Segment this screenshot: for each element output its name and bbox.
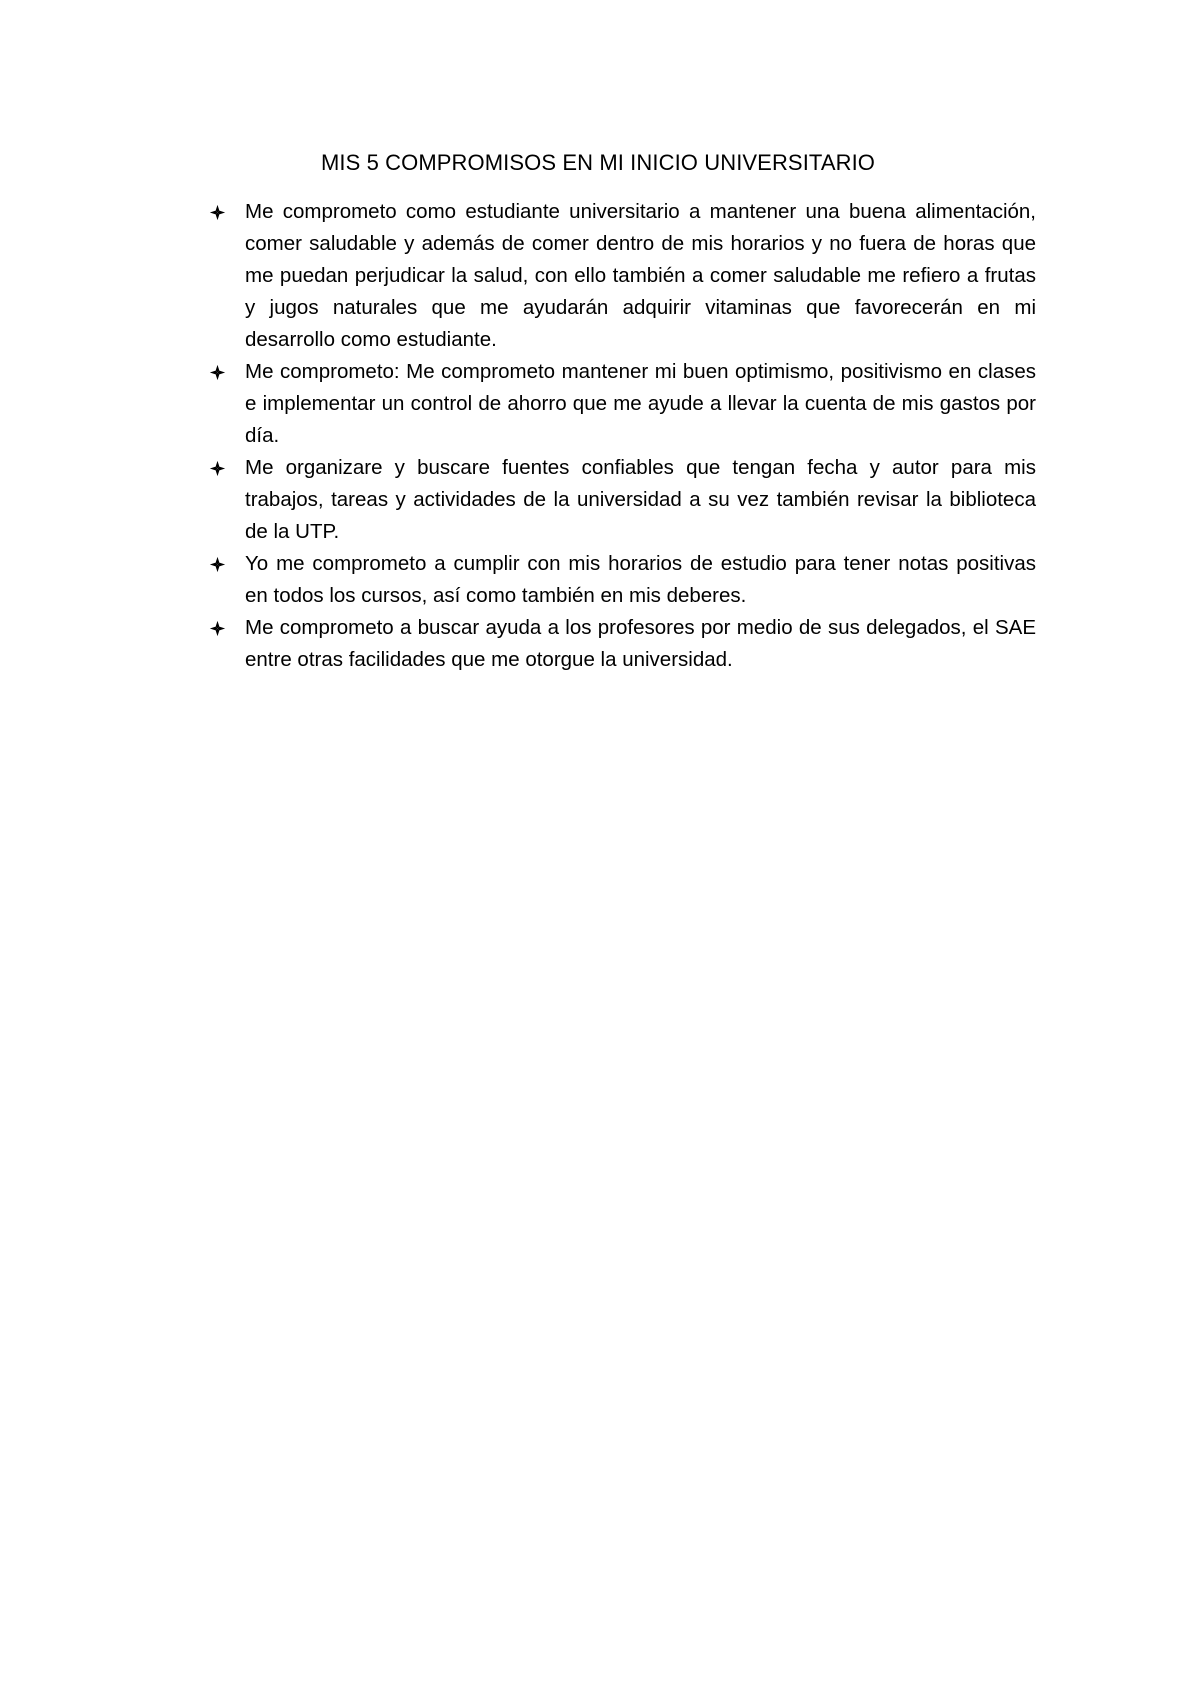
diamond-bullet-icon <box>209 460 226 477</box>
document-title <box>0 148 1200 178</box>
list-item <box>209 452 1036 548</box>
list-item-text: Yo me comprometo a cumplir con mis horarios de estudio para tener notas positivas en todos los cursos, así como también en mis deberes. <box>245 552 1036 607</box>
list-item-text: Me comprometo a buscar ayuda a los profesores por medio de sus delegados, el SAE entre otras facilidades que me otorgue la universidad. <box>245 616 1036 671</box>
commitments-list <box>209 196 1036 676</box>
list-item <box>209 548 1036 612</box>
diamond-bullet-icon <box>209 556 226 573</box>
list-item <box>209 612 1036 676</box>
list-item-text: Me comprometo como estudiante universitario a mantener una buena alimentación, comer saludable y además de comer dentro de mis horarios y no fuera de horas que me puedan perjudicar la salud, con ello también a comer saludable me refiero a frutas y jugos naturales que me ayudarán adquirir vitaminas que favorecerán en mi desarrollo como estudiante. <box>245 200 1036 351</box>
list-item-text: Me organizare y buscare fuentes confiables que tengan fecha y autor para mis trabajos, tareas y actividades de la universidad a su vez también revisar la biblioteca de la UTP. <box>245 456 1036 543</box>
list-item <box>209 196 1036 356</box>
list-item-text: Me comprometo: Me comprometo mantener mi buen optimismo, positivismo en clases e implementar un control de ahorro que me ayude a llevar la cuenta de mis gastos por día. <box>245 360 1036 447</box>
diamond-bullet-icon <box>209 204 226 221</box>
document-title-text: MIS 5 COMPROMISOS EN MI INICIO UNIVERSITARIO <box>320 150 876 175</box>
diamond-bullet-icon <box>209 364 226 381</box>
diamond-bullet-icon <box>209 620 226 637</box>
list-item <box>209 356 1036 452</box>
